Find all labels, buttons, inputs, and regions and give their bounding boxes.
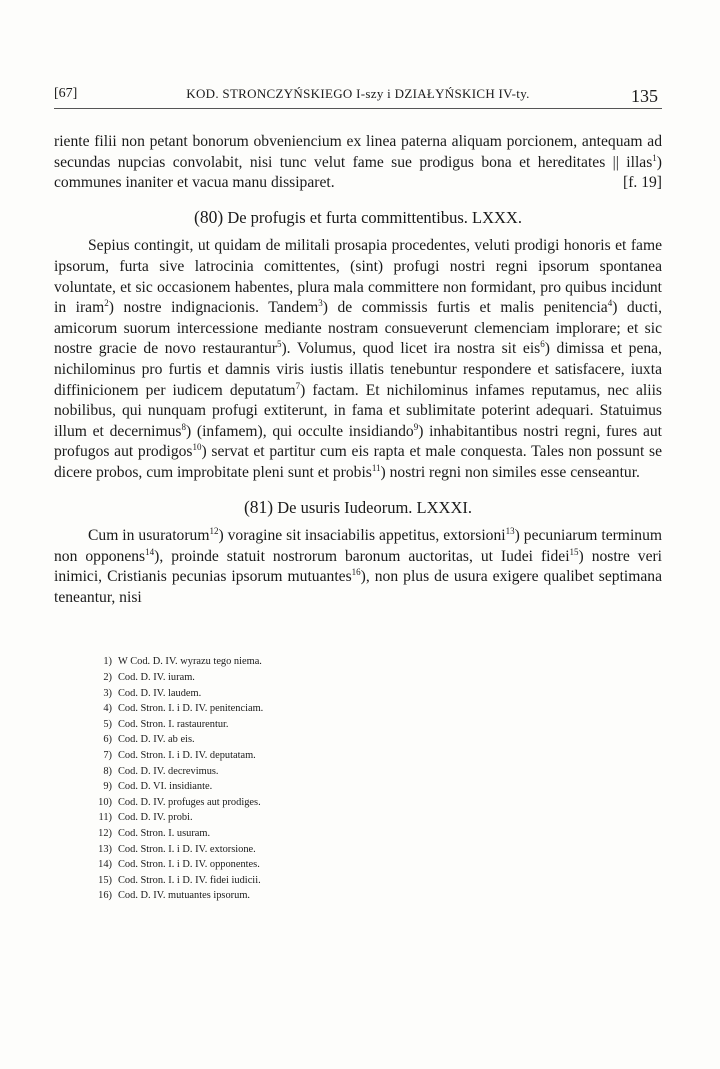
footnote-ref: 11 <box>371 462 381 473</box>
footnote: 8) Cod. D. IV. decrevimus. <box>103 765 219 777</box>
paragraph-section-81: Cum in usuratorum$^{12}$) voragine sit insaciabilis appetitus, extorsioni$^{13}$) pecuniarum terminum non opponens$^{14}$), proinde statuit nostrorum baronum auctoritas, ut Iudei fidei$^{15}$) nostre veri inimici, Cristianis pecunias ipsorum mutuantes$^{16}$), non plus de usura exigere qualibet septimana teneantur, nisi <box>54 526 663 606</box>
page-number: 135 <box>631 86 658 106</box>
section-number: (80) <box>194 206 224 227</box>
footnote-ref: 1 <box>652 152 657 163</box>
folio-reference: [67] <box>54 86 78 101</box>
footnote-ref: 14 <box>145 546 155 557</box>
footnote-ref: 16 <box>351 567 361 578</box>
footnote: 10) Cod. D. IV. profuges aut prodiges. <box>98 796 261 808</box>
document-page <box>54 86 662 904</box>
footnote: 7) Cod. Stron. I. i D. IV. deputatam. <box>103 750 256 762</box>
section-heading-80 <box>54 207 662 229</box>
section-title: De usuris Iudeorum. LXXXI. <box>277 497 473 517</box>
running-title: KOD. STRONCZYŃSKIEGO I-szy i DZIAŁYŃSKICH IV-ty. <box>186 86 530 101</box>
paragraph-continuation: riente filii non petant bonorum obveniencium ex linea paterna aliquam porcionem, antequam ad secundas nupcias convolabit, nisi tunc velut fame sue prodigus bona et hereditates || illas$^1$) communes inaniter et vacua [f. 19] manu dissiparet. <box>54 132 662 194</box>
footnote-ref: 13 <box>505 526 515 537</box>
footnote-ref: 15 <box>569 546 579 557</box>
footnote: 2) Cod. D. IV. iuram. <box>103 672 195 684</box>
footnote: 9) Cod. D. VI. insidiante. <box>103 781 213 793</box>
footnote: 11) Cod. D. IV. probi. <box>98 812 193 824</box>
paragraph-section-80: Sepius contingit, ut quidam de militali prosapia procedentes, veluti prodigi honoris et fame ipsorum, furta sive latrocinia comittentes, (sint) profugi nostri regni ipsorum spontanea voluntate, et sic occasionem habentes, plura mala committere non formidant, pro quibus incidunt in iram$^2$) nostre indignacionis. Tandem$^3$) de commissis furtis et malis penitencia$^4$) ducti, amicorum suorum intercessione mediante nostram consueverunt clemenciam implorare; et sic nostre gracie de novo restaurantur$^5$). Volumus, quod licet ira nostra sit eis$^6$) dimissa et pena, nichilominus pro furtis et damnis viris iustis illatis tenebuntur respondere et satisfacere, iuxta diffinicionem per iudicem deputatum$^7$) factam. Et nichilominus infames reputamus, nec aliis nobilibus, qui nunquam profugi extiterunt, in fama et sublimitate poterint adequari. Statuimus illum et decernimus$^8$) (infamem), qui occulte insidiando$^9$) inhabitantibus nostri regni, fures aut profugos aut prodigos$^{10}$) servat et partitur cum eis rapta et male conquesta. Tales non possunt se dicere probos, cum improbitate pleni sunt et probis$^{11}$) nostri regni non similes esse censeantur. <box>54 237 662 481</box>
footnote-ref: 5 <box>276 339 282 350</box>
footnote-ref: 7 <box>295 380 301 391</box>
footnote-ref: 4 <box>607 298 613 309</box>
footnote: 4) Cod. Stron. I. i D. IV. penitenciam. <box>103 703 264 715</box>
running-header <box>54 86 662 110</box>
footnote-ref: 8 <box>181 421 186 432</box>
footnote-ref: 9 <box>413 421 419 432</box>
footnotes <box>90 654 662 904</box>
footnote: 6) Cod. D. IV. ab eis. <box>103 734 195 746</box>
footnote-ref: 3 <box>318 298 323 309</box>
footnote: 16) Cod. D. IV. mutuantes ipsorum. <box>98 890 250 902</box>
footnote-ref: 6 <box>540 339 545 350</box>
section-number: (81) <box>243 496 274 517</box>
footnote-ref: 10 <box>192 442 202 453</box>
section-title: De profugis et furta committentibus. LXXX. <box>227 207 522 227</box>
folio-marginal-note: [f. 19] <box>623 174 662 192</box>
main-text <box>54 132 662 608</box>
footnote-ref: 2 <box>104 298 109 309</box>
footnote: 14) Cod. Stron. I. i D. IV. opponentes. <box>98 859 260 871</box>
footnote: 1) W Cod. D. IV. wyrazu tego niema. <box>103 656 262 668</box>
header-rule <box>54 108 662 109</box>
footnote: 5) Cod. Stron. I. rastaurentur. <box>103 718 229 730</box>
footnote: 12) Cod. Stron. I. usuram. <box>98 828 211 839</box>
footnote-ref: 12 <box>209 526 219 537</box>
footnote: 3) Cod. D. IV. laudem. <box>103 687 202 699</box>
footnote: 15) Cod. Stron. I. i D. IV. fidei iudicii. <box>98 874 261 886</box>
section-heading-81 <box>54 497 662 519</box>
footnote: 13) Cod. Stron. I. i D. IV. extorsione. <box>98 843 256 855</box>
